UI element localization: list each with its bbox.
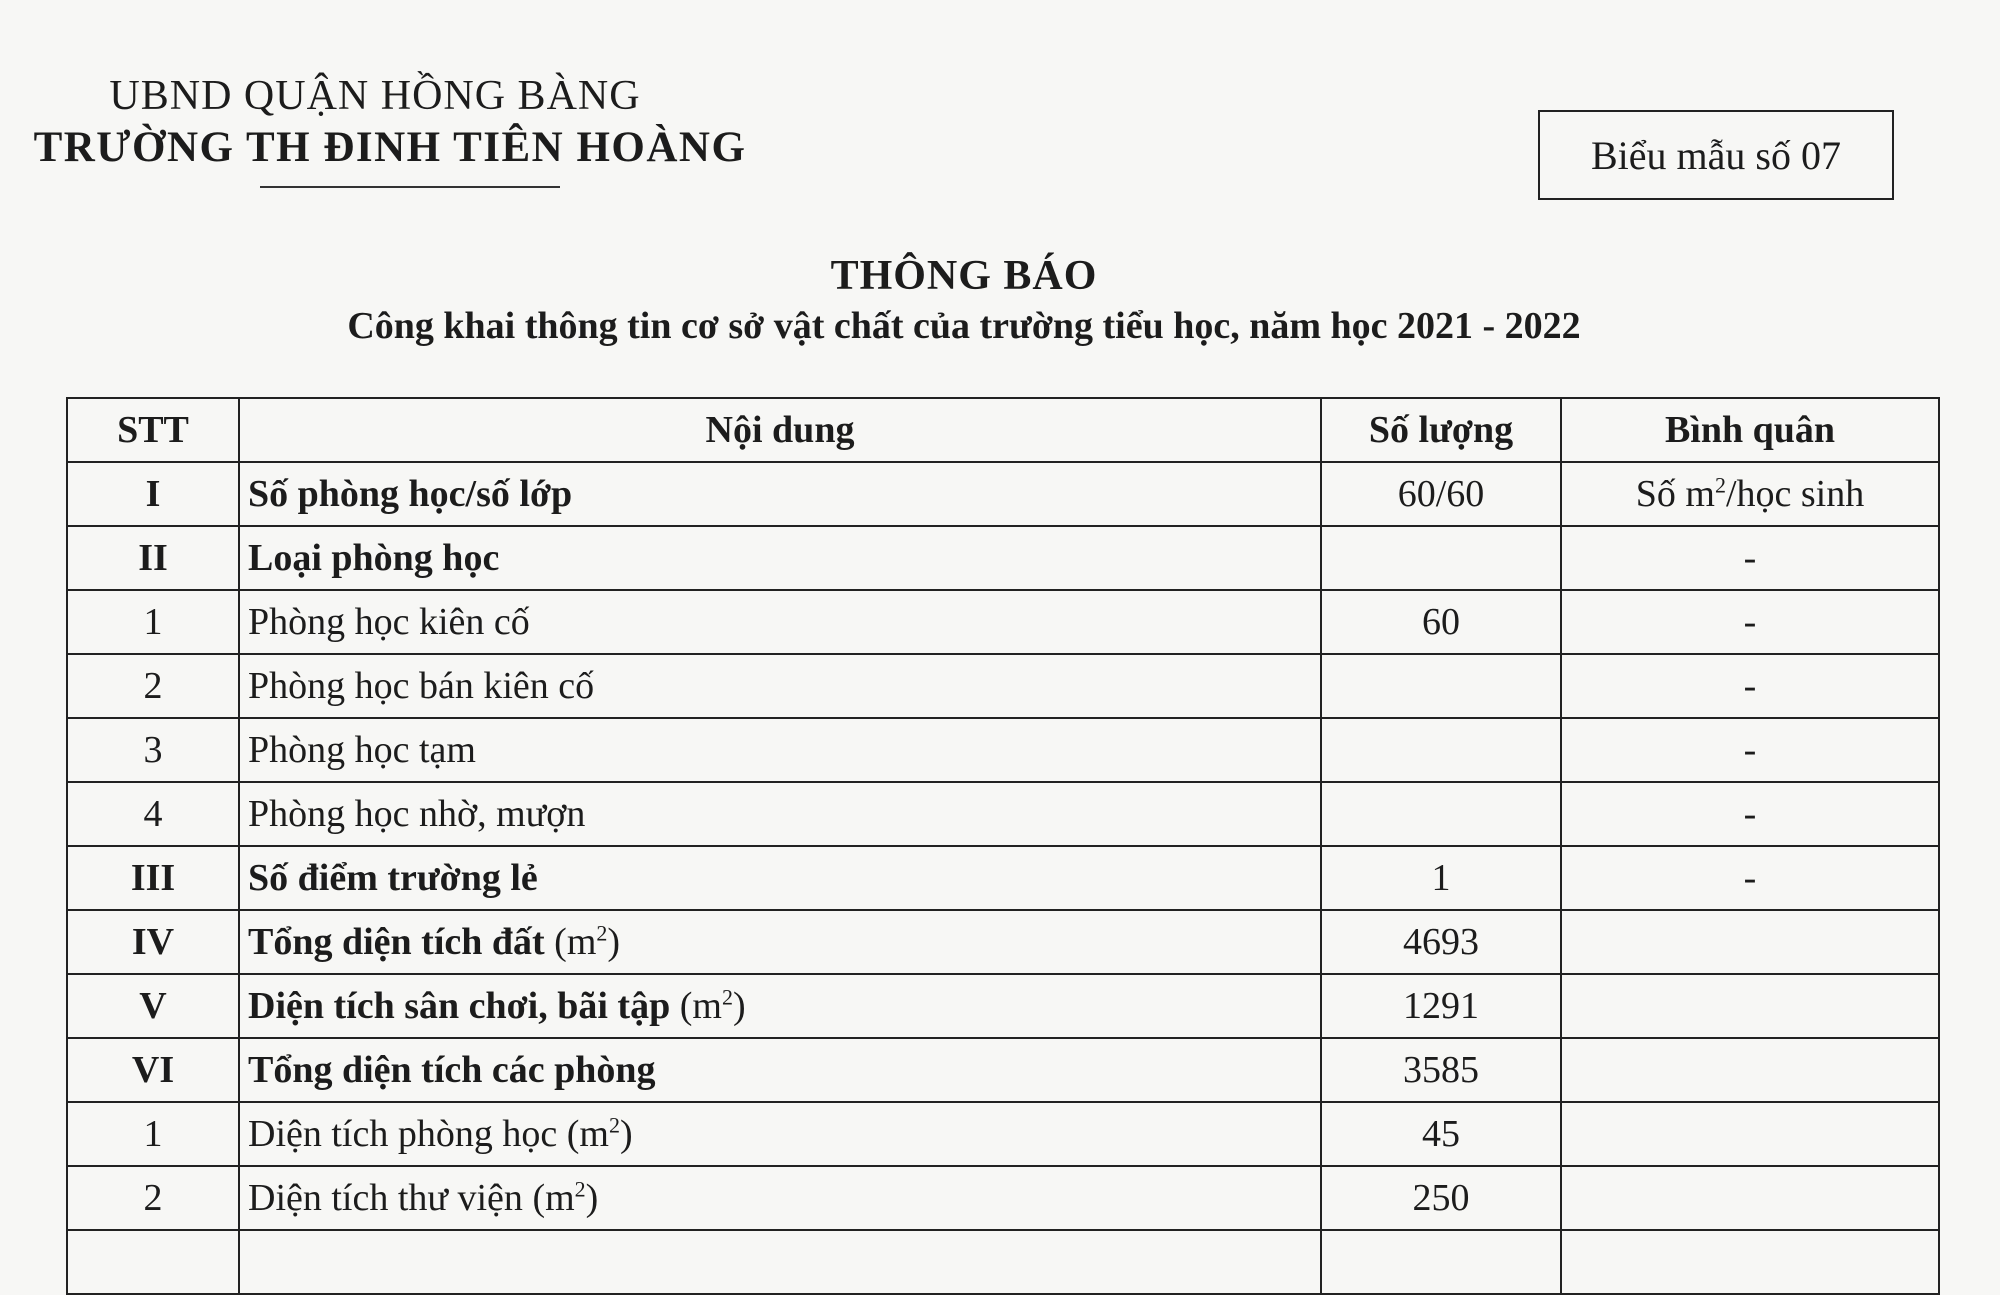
unit-post: ) <box>607 921 621 963</box>
row-content-label: Tổng diện tích đất <box>248 921 545 963</box>
row-quantity <box>1321 782 1561 846</box>
row-quantity <box>1321 526 1561 590</box>
row-content <box>239 1102 1321 1166</box>
unit-sup: 2 <box>721 984 733 1010</box>
table-row <box>67 654 1939 718</box>
table-row <box>67 1038 1939 1102</box>
row-content <box>239 974 1321 1038</box>
notice-title: THÔNG BÁO <box>830 253 1098 299</box>
table-row-partial <box>67 1230 1939 1294</box>
table-row <box>67 526 1939 590</box>
row-content-label: Diện tích sân chơi, bãi tập <box>248 985 671 1027</box>
row-stt: III <box>67 846 239 910</box>
unit-sup: 2 <box>574 1176 586 1202</box>
table-body <box>67 462 1939 1294</box>
row-unit <box>680 985 746 1027</box>
row-average <box>1561 1102 1939 1166</box>
row-quantity: 60/60 <box>1321 462 1561 526</box>
issuing-organization <box>33 70 770 174</box>
row-average: - <box>1561 654 1939 718</box>
row-stt: II <box>67 526 239 590</box>
row-quantity: 4693 <box>1321 910 1561 974</box>
notice-subtitle: Công khai thông tin cơ sở vật chất của trường tiểu học, năm học 2021 - 2022 <box>347 305 1581 347</box>
unit-pre: (m <box>554 921 597 963</box>
row-quantity: 3585 <box>1321 1038 1561 1102</box>
table-row <box>67 974 1939 1038</box>
header-quantity: Số lượng <box>1321 398 1561 462</box>
row-stt: 1 <box>67 1102 239 1166</box>
row-stt: 2 <box>67 654 239 718</box>
row-average: - <box>1561 846 1939 910</box>
row-stt <box>67 1230 239 1294</box>
row-stt: I <box>67 462 239 526</box>
header-underline <box>260 186 560 188</box>
row-average <box>1561 974 1939 1038</box>
table-row <box>67 1166 1939 1230</box>
row-stt: IV <box>67 910 239 974</box>
average-unit-pre: Số m <box>1635 473 1715 515</box>
row-stt: 3 <box>67 718 239 782</box>
row-quantity: 1 <box>1321 846 1561 910</box>
header-average: Bình quân <box>1561 398 1939 462</box>
table-row <box>67 1102 1939 1166</box>
unit-post: ) <box>619 1113 633 1155</box>
table-row <box>67 462 1939 526</box>
table-row <box>67 718 1939 782</box>
row-content <box>239 1230 1321 1294</box>
row-content-label: Diện tích thư viện <box>248 1177 523 1219</box>
row-stt: V <box>67 974 239 1038</box>
table-row <box>67 846 1939 910</box>
row-quantity: 1291 <box>1321 974 1561 1038</box>
form-number-box: Biểu mẫu số 07 <box>1538 110 1894 200</box>
authority-name: UBND QUẬN HỒNG BÀNG <box>109 73 641 119</box>
header-stt: STT <box>67 398 239 462</box>
row-stt: VI <box>67 1038 239 1102</box>
row-stt: 2 <box>67 1166 239 1230</box>
average-unit-post: /học sinh <box>1725 473 1865 515</box>
row-content: Phòng học bán kiên cố <box>239 654 1321 718</box>
row-quantity: 60 <box>1321 590 1561 654</box>
row-average: - <box>1561 526 1939 590</box>
row-unit <box>567 1113 633 1155</box>
unit-post: ) <box>732 985 746 1027</box>
unit-pre: (m <box>532 1177 575 1219</box>
row-content: Số phòng học/số lớp <box>239 462 1321 526</box>
row-content: Số điểm trường lẻ <box>239 846 1321 910</box>
row-content: Phòng học tạm <box>239 718 1321 782</box>
row-stt: 1 <box>67 590 239 654</box>
table-row <box>67 590 1939 654</box>
school-name: TRƯỜNG TH ĐINH TIÊN HOÀNG <box>33 124 747 171</box>
row-average <box>1561 910 1939 974</box>
row-unit <box>554 921 620 963</box>
table-header-row <box>67 398 1939 462</box>
row-content: Phòng học nhờ, mượn <box>239 782 1321 846</box>
row-quantity: 250 <box>1321 1166 1561 1230</box>
row-stt: 4 <box>67 782 239 846</box>
row-content <box>239 910 1321 974</box>
row-average-unit <box>1561 462 1939 526</box>
row-average: - <box>1561 782 1939 846</box>
row-average <box>1561 1230 1939 1294</box>
row-quantity <box>1321 654 1561 718</box>
header-content: Nội dung <box>239 398 1321 462</box>
row-average <box>1561 1038 1939 1102</box>
row-unit <box>532 1177 598 1219</box>
row-quantity <box>1321 1230 1561 1294</box>
unit-pre: (m <box>679 985 722 1027</box>
average-unit-sup: 2 <box>1714 472 1726 498</box>
row-quantity: 45 <box>1321 1102 1561 1166</box>
unit-sup: 2 <box>596 920 608 946</box>
row-quantity <box>1321 718 1561 782</box>
row-average <box>1561 1166 1939 1230</box>
row-average: - <box>1561 718 1939 782</box>
table-row <box>67 910 1939 974</box>
row-content: Tổng diện tích các phòng <box>239 1038 1321 1102</box>
row-content <box>239 1166 1321 1230</box>
unit-pre: (m <box>566 1113 609 1155</box>
row-content-label: Diện tích phòng học <box>248 1113 558 1155</box>
unit-sup: 2 <box>608 1112 620 1138</box>
row-average: - <box>1561 590 1939 654</box>
row-content: Loại phòng học <box>239 526 1321 590</box>
facilities-table <box>66 397 1940 1295</box>
row-content: Phòng học kiên cố <box>239 590 1321 654</box>
table-row <box>67 782 1939 846</box>
unit-post: ) <box>585 1177 599 1219</box>
